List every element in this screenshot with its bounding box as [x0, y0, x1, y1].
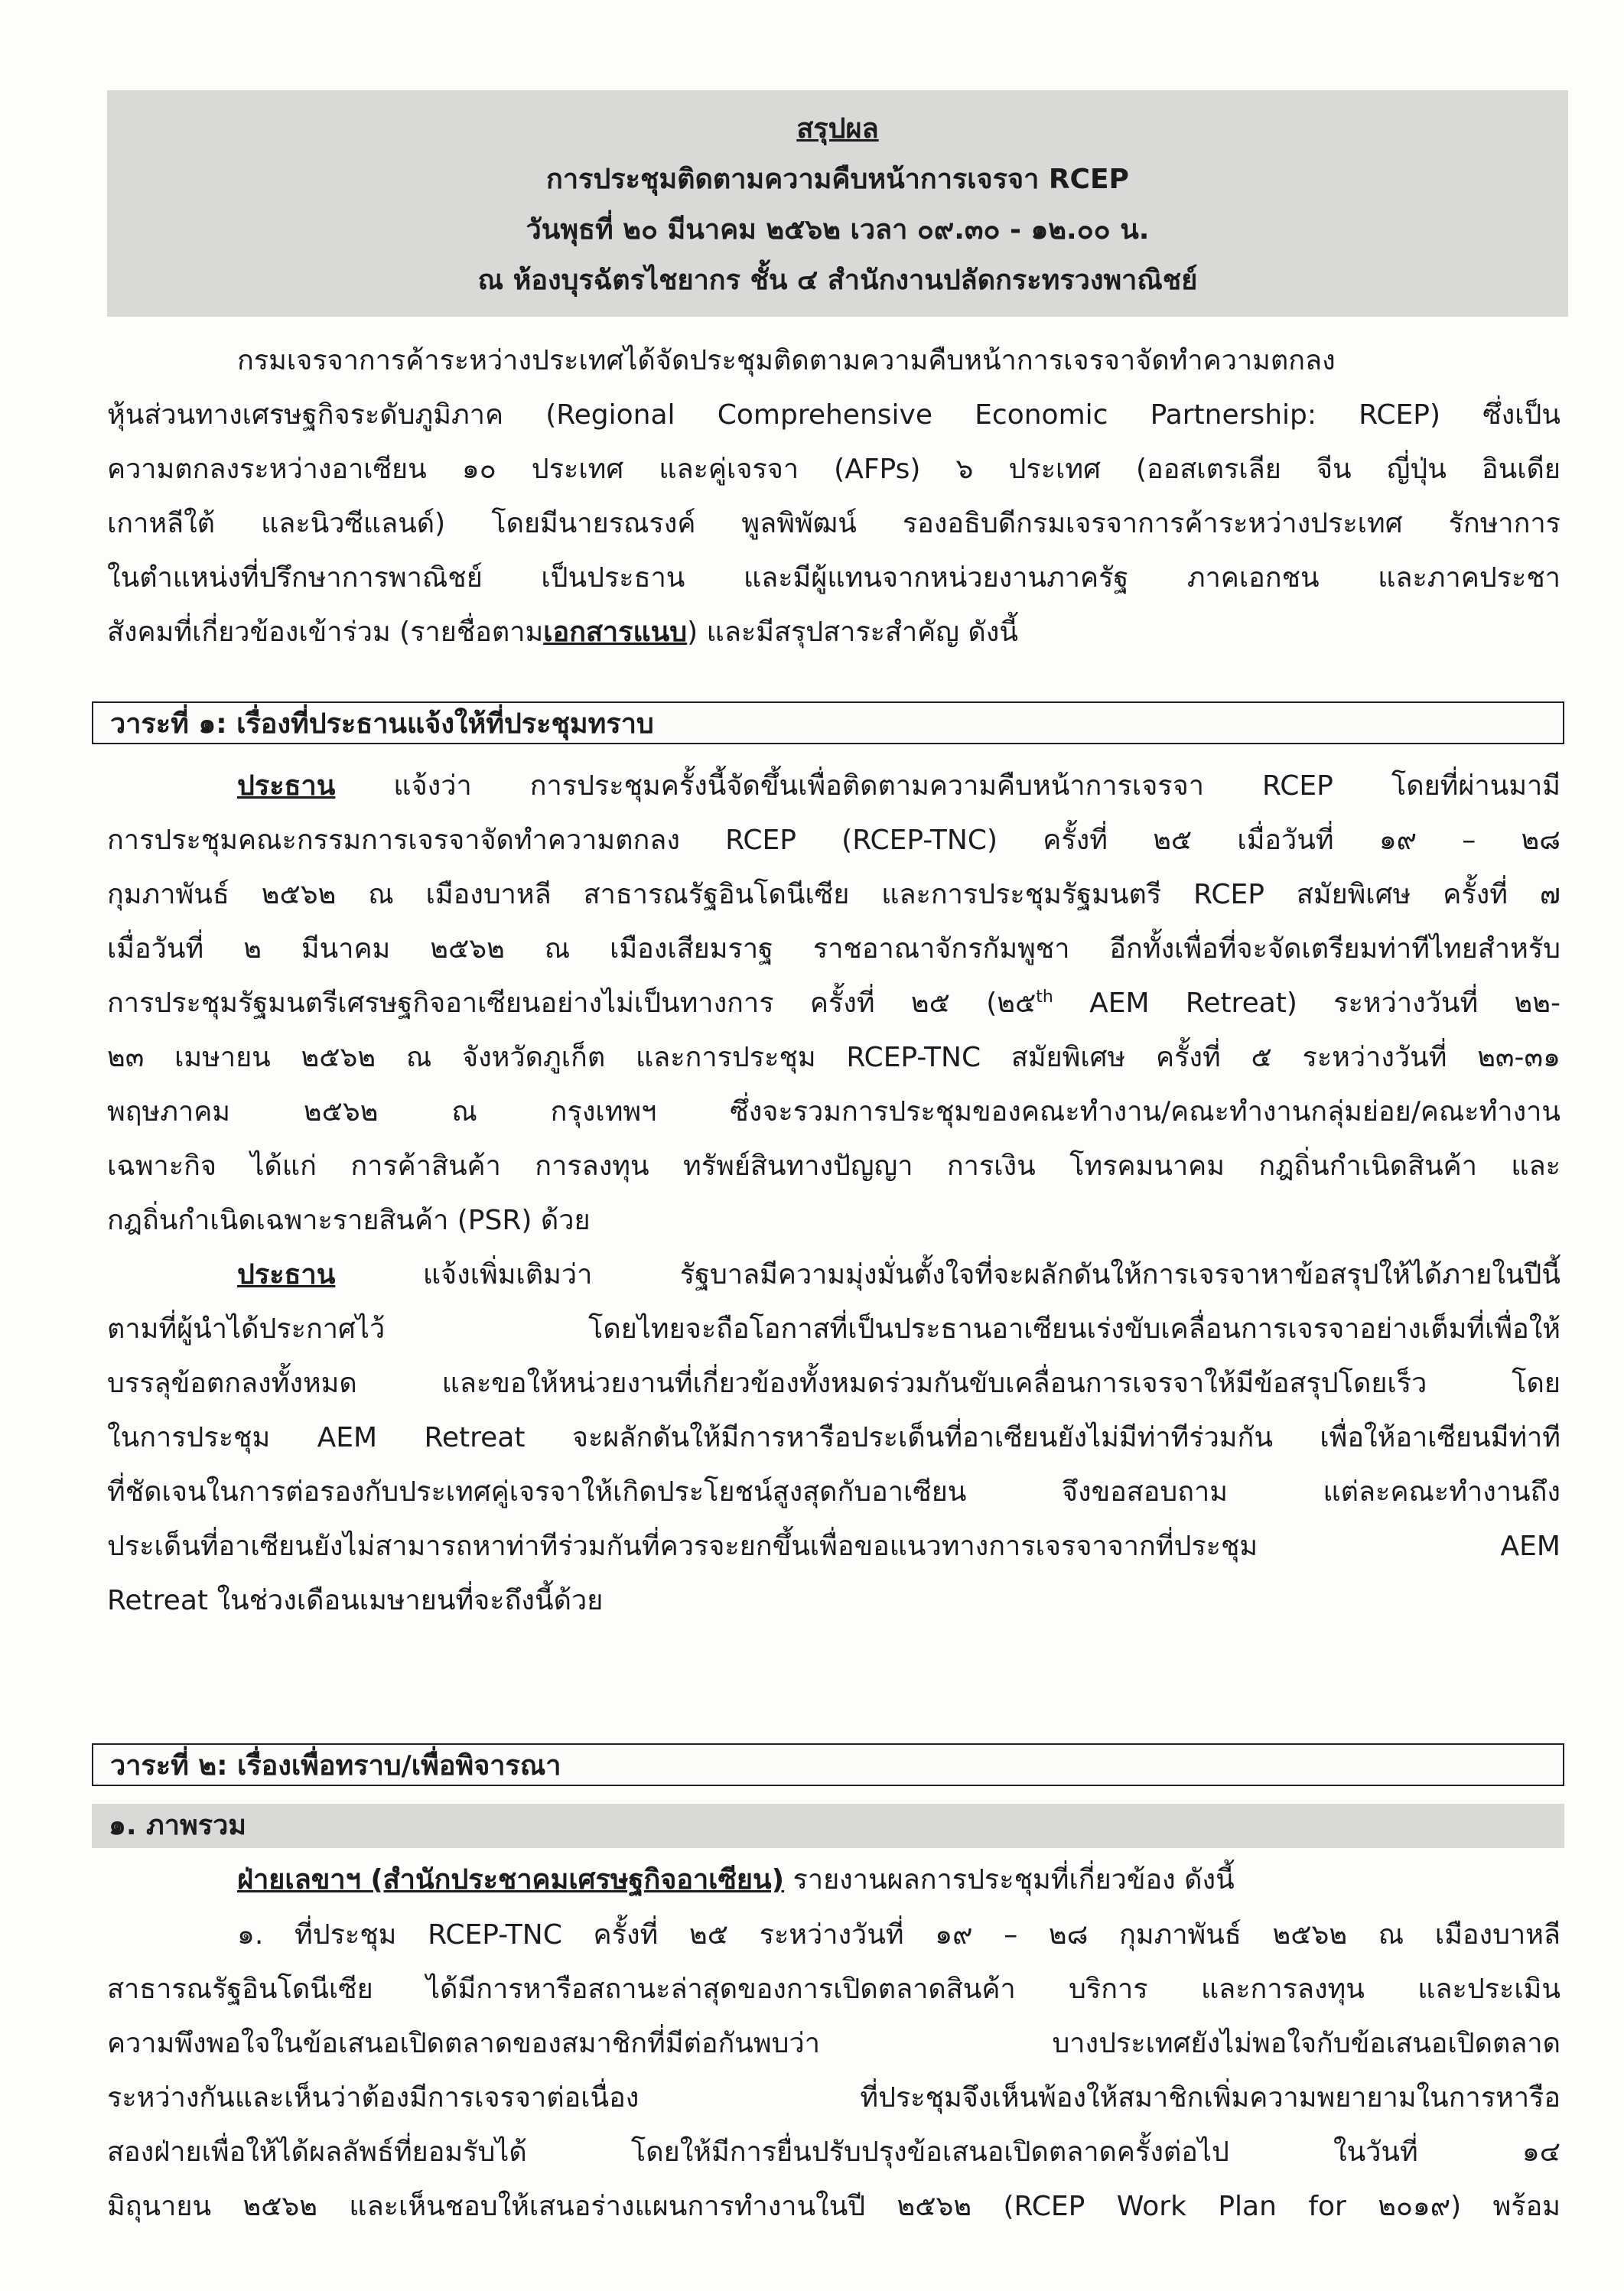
agenda-1-paragraph-1 — [107, 759, 1561, 1248]
header-block — [107, 90, 1568, 317]
intro-text: ) และมีสรุปสาระสำคัญ ดังนี้ — [687, 617, 1018, 648]
paragraph-line — [107, 976, 1561, 1030]
paragraph-line: ๒๓ เมษายน ๒๕๖๒ ณ จังหวัดภูเก็ต และการประชุม RCEP-TNC สมัยพิเศษ ครั้งที่ ๕ ระหว่างวันที่ ๒๓-๓๑ — [107, 1042, 1561, 1073]
paragraph-line: พฤษภาคม ๒๕๖๒ ณ กรุงเทพฯ ซึ่งจะรวมการประชุมของคณะทำงาน/คณะทำงานกลุ่มย่อย/คณะทำงาน — [107, 1096, 1561, 1128]
paragraph-line: ตามที่ผู้นำได้ประกาศไว้ โดยไทยจะถือโอกาสที่เป็นประธานอาเซียนเร่งขับเคลื่อนการเจรจาอย่างเต็มที่เพื่อให้ — [107, 1313, 1561, 1345]
paragraph-text: แจ้งเพิ่มเติมว่า รัฐบาลมีความมุ่งมั่นตั้งใจที่จะผลักดันให้การเจรจาหาข้อสรุปให้ได้ภายในปีนี้ — [335, 1259, 1561, 1290]
speaker-label: ประธาน — [237, 1259, 336, 1290]
agenda-1-paragraph-2 — [107, 1248, 1561, 1628]
meeting-location: ณ ห้องบุรฉัตรไชยากร ชั้น ๔ สำนักงานปลัดกระทรวงพาณิชย์ — [477, 265, 1198, 296]
paragraph-line: ประเด็นที่อาเซียนยังไม่สามารถหาท่าทีร่วมกันที่ควรจะยกขึ้นเพื่อขอแนวทางการเจรจาจากที่ประชุม AEM — [107, 1531, 1561, 1562]
intro-paragraph — [107, 334, 1561, 659]
paragraph-line: เมื่อวันที่ ๒ มีนาคม ๒๕๖๒ ณ เมืองเสียมราฐ ราชอาณาจักรกัมพูชา อีกทั้งเพื่อที่จะจัดเตรียมท่าทีไทยสำหรับ — [107, 933, 1561, 965]
document-title: สรุปผล — [796, 113, 879, 145]
paragraph-line: มิถุนายน ๒๕๖๒ และเห็นชอบให้เสนอร่างแผนการทำงานในปี ๒๕๖๒ (RCEP Work Plan for ๒๐๑๙) พร้อม — [107, 2191, 1561, 2222]
agenda-2-paragraph-1 — [107, 1853, 1561, 1907]
intro-line: หุ้นส่วนทางเศรษฐกิจระดับภูมิภาค (Regional Comprehensive Economic Partnership: RCEP) ซึ่งเป็น — [107, 399, 1561, 431]
paragraph-line: กฎถิ่นกำเนิดเฉพาะรายสินค้า (PSR) ด้วย — [107, 1205, 591, 1236]
intro-line: เกาหลีใต้ และนิวซีแลนด์) โดยมีนายรณรงค์ พูลพิพัฒน์ รองอธิบดีกรมเจรจาการค้าระหว่างประเทศ รักษาการ — [107, 508, 1561, 539]
paragraph-line: สองฝ่ายเพื่อให้ได้ผลลัพธ์ที่ยอมรับได้ โดยให้มีการยื่นปรับปรุงข้อเสนอเปิดตลาดครั้งต่อไป ในวันที่ ๑๔ — [107, 2136, 1561, 2168]
intro-text: สังคมที่เกี่ยวข้องเข้าร่วม (รายชื่อตาม — [107, 617, 544, 648]
paragraph-line: กุมภาพันธ์ ๒๕๖๒ ณ เมืองบาหลี สาธารณรัฐอินโดนีเซีย และการประชุมรัฐมนตรี RCEP สมัยพิเศษ ครั้งที่ ๗ — [107, 879, 1561, 910]
paragraph-line: สาธารณรัฐอินโดนีเซีย ได้มีการหารือสถานะล่าสุดของการเปิดตลาดสินค้า บริการ และการลงทุน และประเมิน — [107, 1974, 1561, 2005]
attachment-reference: เอกสารแนบ — [543, 617, 688, 648]
paragraph-line: การประชุมคณะกรรมการเจรจาจัดทำความตกลง RCEP (RCEP-TNC) ครั้งที่ ๒๕ เมื่อวันที่ ๑๙ – ๒๘ — [107, 825, 1561, 856]
agenda-2-header: วาระที่ ๒: เรื่องเพื่อทราบ/เพื่อพิจารณา — [92, 1743, 1564, 1786]
paragraph-line — [107, 1248, 1561, 1302]
intro-line: ความตกลงระหว่างอาเซียน ๑๐ ประเทศ และคู่เจรจา (AFPs) ๖ ประเทศ (ออสเตรเลีย จีน ญี่ปุ่น อินเดีย — [107, 454, 1561, 485]
paragraph-line: ในการประชุม AEM Retreat จะผลักดันให้มีการหารือประเด็นที่อาเซียนยังไม่มีท่าทีร่วมกัน เพื่อให้อาเซียนมีท่าที — [107, 1422, 1561, 1453]
paragraph-line — [107, 1853, 1561, 1907]
paragraph-line: Retreat ในช่วงเดือนเมษายนที่จะถึงนี้ด้วย — [107, 1585, 604, 1616]
agenda-1-header: วาระที่ ๑: เรื่องที่ประธานแจ้งให้ที่ประชุมทราบ — [92, 701, 1564, 744]
paragraph-line: บรรลุข้อตกลงทั้งหมด และขอให้หน่วยงานที่เกี่ยวข้องทั้งหมดร่วมกันขับเคลื่อนการเจรจาให้มีข้อสรุปโดยเร็ว โดย — [107, 1368, 1561, 1399]
paragraph-line: ที่ชัดเจนในการต่อรองกับประเทศคู่เจรจาให้เกิดประโยชน์สูงสุดกับอาเซียน จึงขอสอบถาม แต่ละคณะทำงานถึง — [107, 1476, 1561, 1508]
paragraph-text: แจ้งว่า การประชุมครั้งนี้จัดขึ้นเพื่อติดตามความคืบหน้าการเจรจา RCEP โดยที่ผ่านมามี — [335, 770, 1561, 802]
meeting-name: การประชุมติดตามความคืบหน้าการเจรจา RCEP — [546, 164, 1129, 195]
meeting-date: วันพุธที่ ๒๐ มีนาคม ๒๕๖๒ เวลา ๐๙.๓๐ - ๑๒.๐๐ น. — [526, 214, 1150, 246]
paragraph-text: การประชุมรัฐมนตรีเศรษฐกิจอาเซียนอย่างไม่เป็นทางการ ครั้งที่ ๒๕ (๒๕ — [107, 988, 1037, 1019]
paragraph-line: ความพึงพอใจในข้อเสนอเปิดตลาดของสมาชิกที่มีต่อกันพบว่า บางประเทศยังไม่พอใจกับข้อเสนอเปิดตลาด — [107, 2028, 1561, 2059]
paragraph-line: เฉพาะกิจ ได้แก่ การค้าสินค้า การลงทุน ทรัพย์สินทางปัญญา การเงิน โทรคมนาคม กฎถิ่นกำเนิดสินค้า และ — [107, 1150, 1561, 1182]
section-overview-header: ๑. ภาพรวม — [92, 1804, 1564, 1848]
agenda-2-paragraph-2 — [107, 1908, 1561, 2234]
intro-line: ในตำแหน่งที่ปรึกษาการพาณิชย์ เป็นประธาน และมีผู้แทนจากหน่วยงานภาครัฐ ภาคเอกชน และภาคประชา — [107, 562, 1561, 594]
paragraph-line: ระหว่างกันและเห็นว่าต้องมีการเจรจาต่อเนื่อง ที่ประชุมจึงเห็นพ้องให้สมาชิกเพิ่มความพยายามในการหารือ — [107, 2082, 1561, 2114]
intro-line: กรมเจรจาการค้าระหว่างประเทศได้จัดประชุมติดตามความคืบหน้าการเจรจาจัดทำความตกลง — [237, 345, 1336, 376]
paragraph-text: รายงานผลการประชุมที่เกี่ยวข้อง ดังนี้ — [784, 1864, 1235, 1896]
speaker-label: ประธาน — [237, 770, 336, 802]
speaker-label: ฝ่ายเลขาฯ (สำนักประชาคมเศรษฐกิจอาเซียน) — [237, 1864, 785, 1896]
intro-line — [107, 605, 1561, 659]
paragraph-line — [107, 759, 1561, 813]
paragraph-text: AEM Retreat) ระหว่างวันที่ ๒๒- — [1053, 988, 1561, 1019]
ordinal-suffix: th — [1036, 988, 1053, 1007]
paragraph-line: ๑. ที่ประชุม RCEP-TNC ครั้งที่ ๒๕ ระหว่างวันที่ ๑๙ – ๒๘ กุมภาพันธ์ ๒๕๖๒ ณ เมืองบาหลี — [237, 1919, 1561, 1951]
